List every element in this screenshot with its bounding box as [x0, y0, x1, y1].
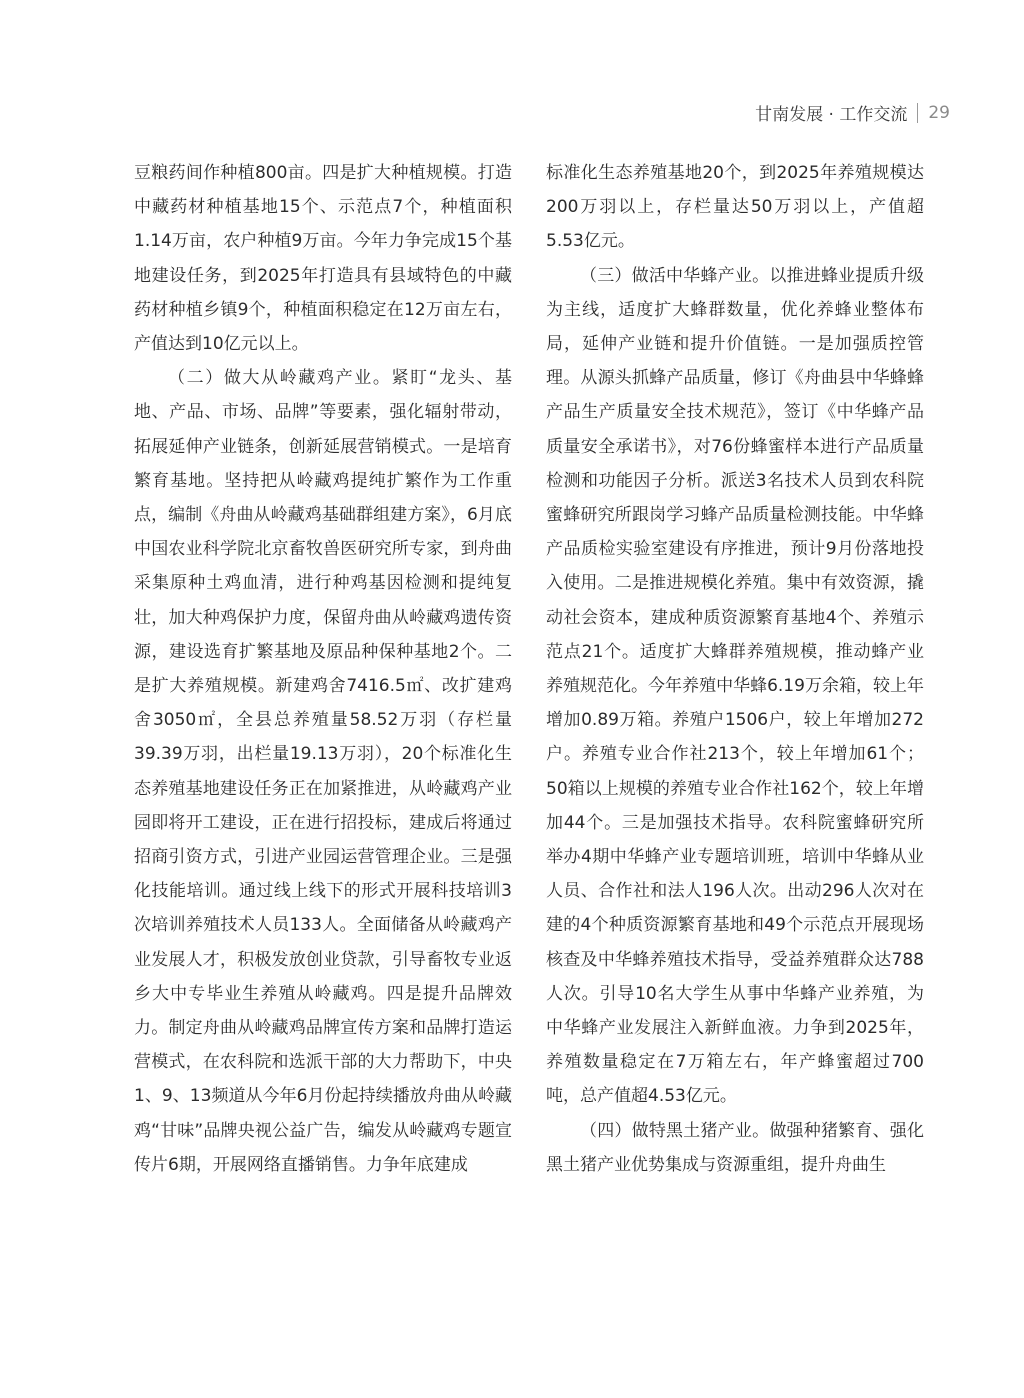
header-divider: [917, 103, 918, 123]
paragraph: 标准化生态养殖基地20个，到2025年养殖规模达200万羽以上，存栏量达50万羽以上，产值超5.53亿元。: [546, 163, 924, 252]
page-header: [755, 100, 950, 125]
page-number: 29: [928, 102, 950, 123]
paragraph: （三）做活中华蜂产业。以推进蜂业提质升级为主线，适度扩大蜂群数量，优化养蜂业整体布局，延伸产业链和提升价值链。一是加强质控管理。从源头抓蜂产品质量，修订《舟曲县中华蜂蜂产品生产质量安全技术规范》，签订《中华蜂产品质量安全承诺书》，对76份蜂蜜样本进行产品质量检测和功能因子分析。派送3名技术人员到农科院蜜蜂研究所跟岗学习蜂产品质量检测技能。中华蜂产品质检实验室建设有序推进，预计9月份落地投入使用。二是推进规模化养殖。集中有效资源，撬动社会资本，建成种质资源繁育基地4个、养殖示范点21个。适度扩大蜂群养殖规模，推动蜂产业养殖规范化。今年养殖中华蜂6.19万余箱，较上年增加0.89万箱。养殖户1506户，较上年增加272户。养殖专业合作社213个，较上年增加61个；50箱以上规模的养殖专业合作社162个，较上年增加44个。三是加强技术指导。农科院蜜蜂研究所举办4期中华蜂产业专题培训班，培训中华蜂从业人员、合作社和法人196人次。出动296人次对在建的4个种质资源繁育基地和49个示范点开展现场核查及中华蜂养殖技术指导，受益养殖群众达788人次。引导10名大学生从事中华蜂产业养殖，为中华蜂产业发展注入新鲜血液。力争到2025年，养殖数量稳定在7万箱左右，年产蜂蜜超过700吨，总产值超4.53亿元。: [546, 265, 924, 1107]
right-column: [546, 156, 924, 1182]
paragraph: （四）做特黑土猪产业。做强种猪繁育、强化黑土猪产业优势集成与资源重组，提升舟曲生: [546, 1120, 924, 1175]
left-column: [134, 156, 512, 1182]
paragraph: （二）做大从岭藏鸡产业。紧盯“龙头、基地、产品、市场、品牌”等要素，强化辐射带动，拓展延伸产业链条，创新延展营销模式。一是培育繁育基地。坚持把从岭藏鸡提纯扩繁作为工作重点，编制《舟曲从岭藏鸡基础群组建方案》，6月底中国农业科学院北京畜牧兽医研究所专家，到舟曲采集原种土鸡血清，进行种鸡基因检测和提纯复壮，加大种鸡保护力度，保留舟曲从岭藏鸡遗传资源，建设选育扩繁基地及原品种保种基地2个。二是扩大养殖规模。新建鸡舍7416.5㎡、改扩建鸡舍3050㎡，全县总养殖量58.52万羽（存栏量39.39万羽，出栏量19.13万羽），20个标准化生态养殖基地建设任务正在加紧推进，从岭藏鸡产业园即将开工建设，正在进行招投标，建成后将通过招商引资方式，引进产业园运营管理企业。三是强化技能培训。通过线上线下的形式开展科技培训3次培训养殖技术人员133人。全面储备从岭藏鸡产业发展人才，积极发放创业贷款，引导畜牧专业返乡大中专毕业生养殖从岭藏鸡。四是提升品牌效力。制定舟曲从岭藏鸡品牌宣传方案和品牌打造运营模式，在农科院和选派干部的大力帮助下，中央1、9、13频道从今年6月份起持续播放舟曲从岭藏鸡“甘味”品牌央视公益广告，编发从岭藏鸡专题宣传片6期，开展网络直播销售。力争年底建成: [134, 368, 512, 1175]
paragraph: 豆粮药间作种植800亩。四是扩大种植规模。打造中藏药材种植基地15个、示范点7个，种植面积1.14万亩，农户种植9万亩。今年力争完成15个基地建设任务，到2025年打造具有县域特色的中藏药材种植乡镇9个，种植面积稳定在12万亩左右，产值达到10亿元以上。: [134, 163, 512, 355]
section-title: 甘南发展 · 工作交流: [755, 105, 908, 125]
